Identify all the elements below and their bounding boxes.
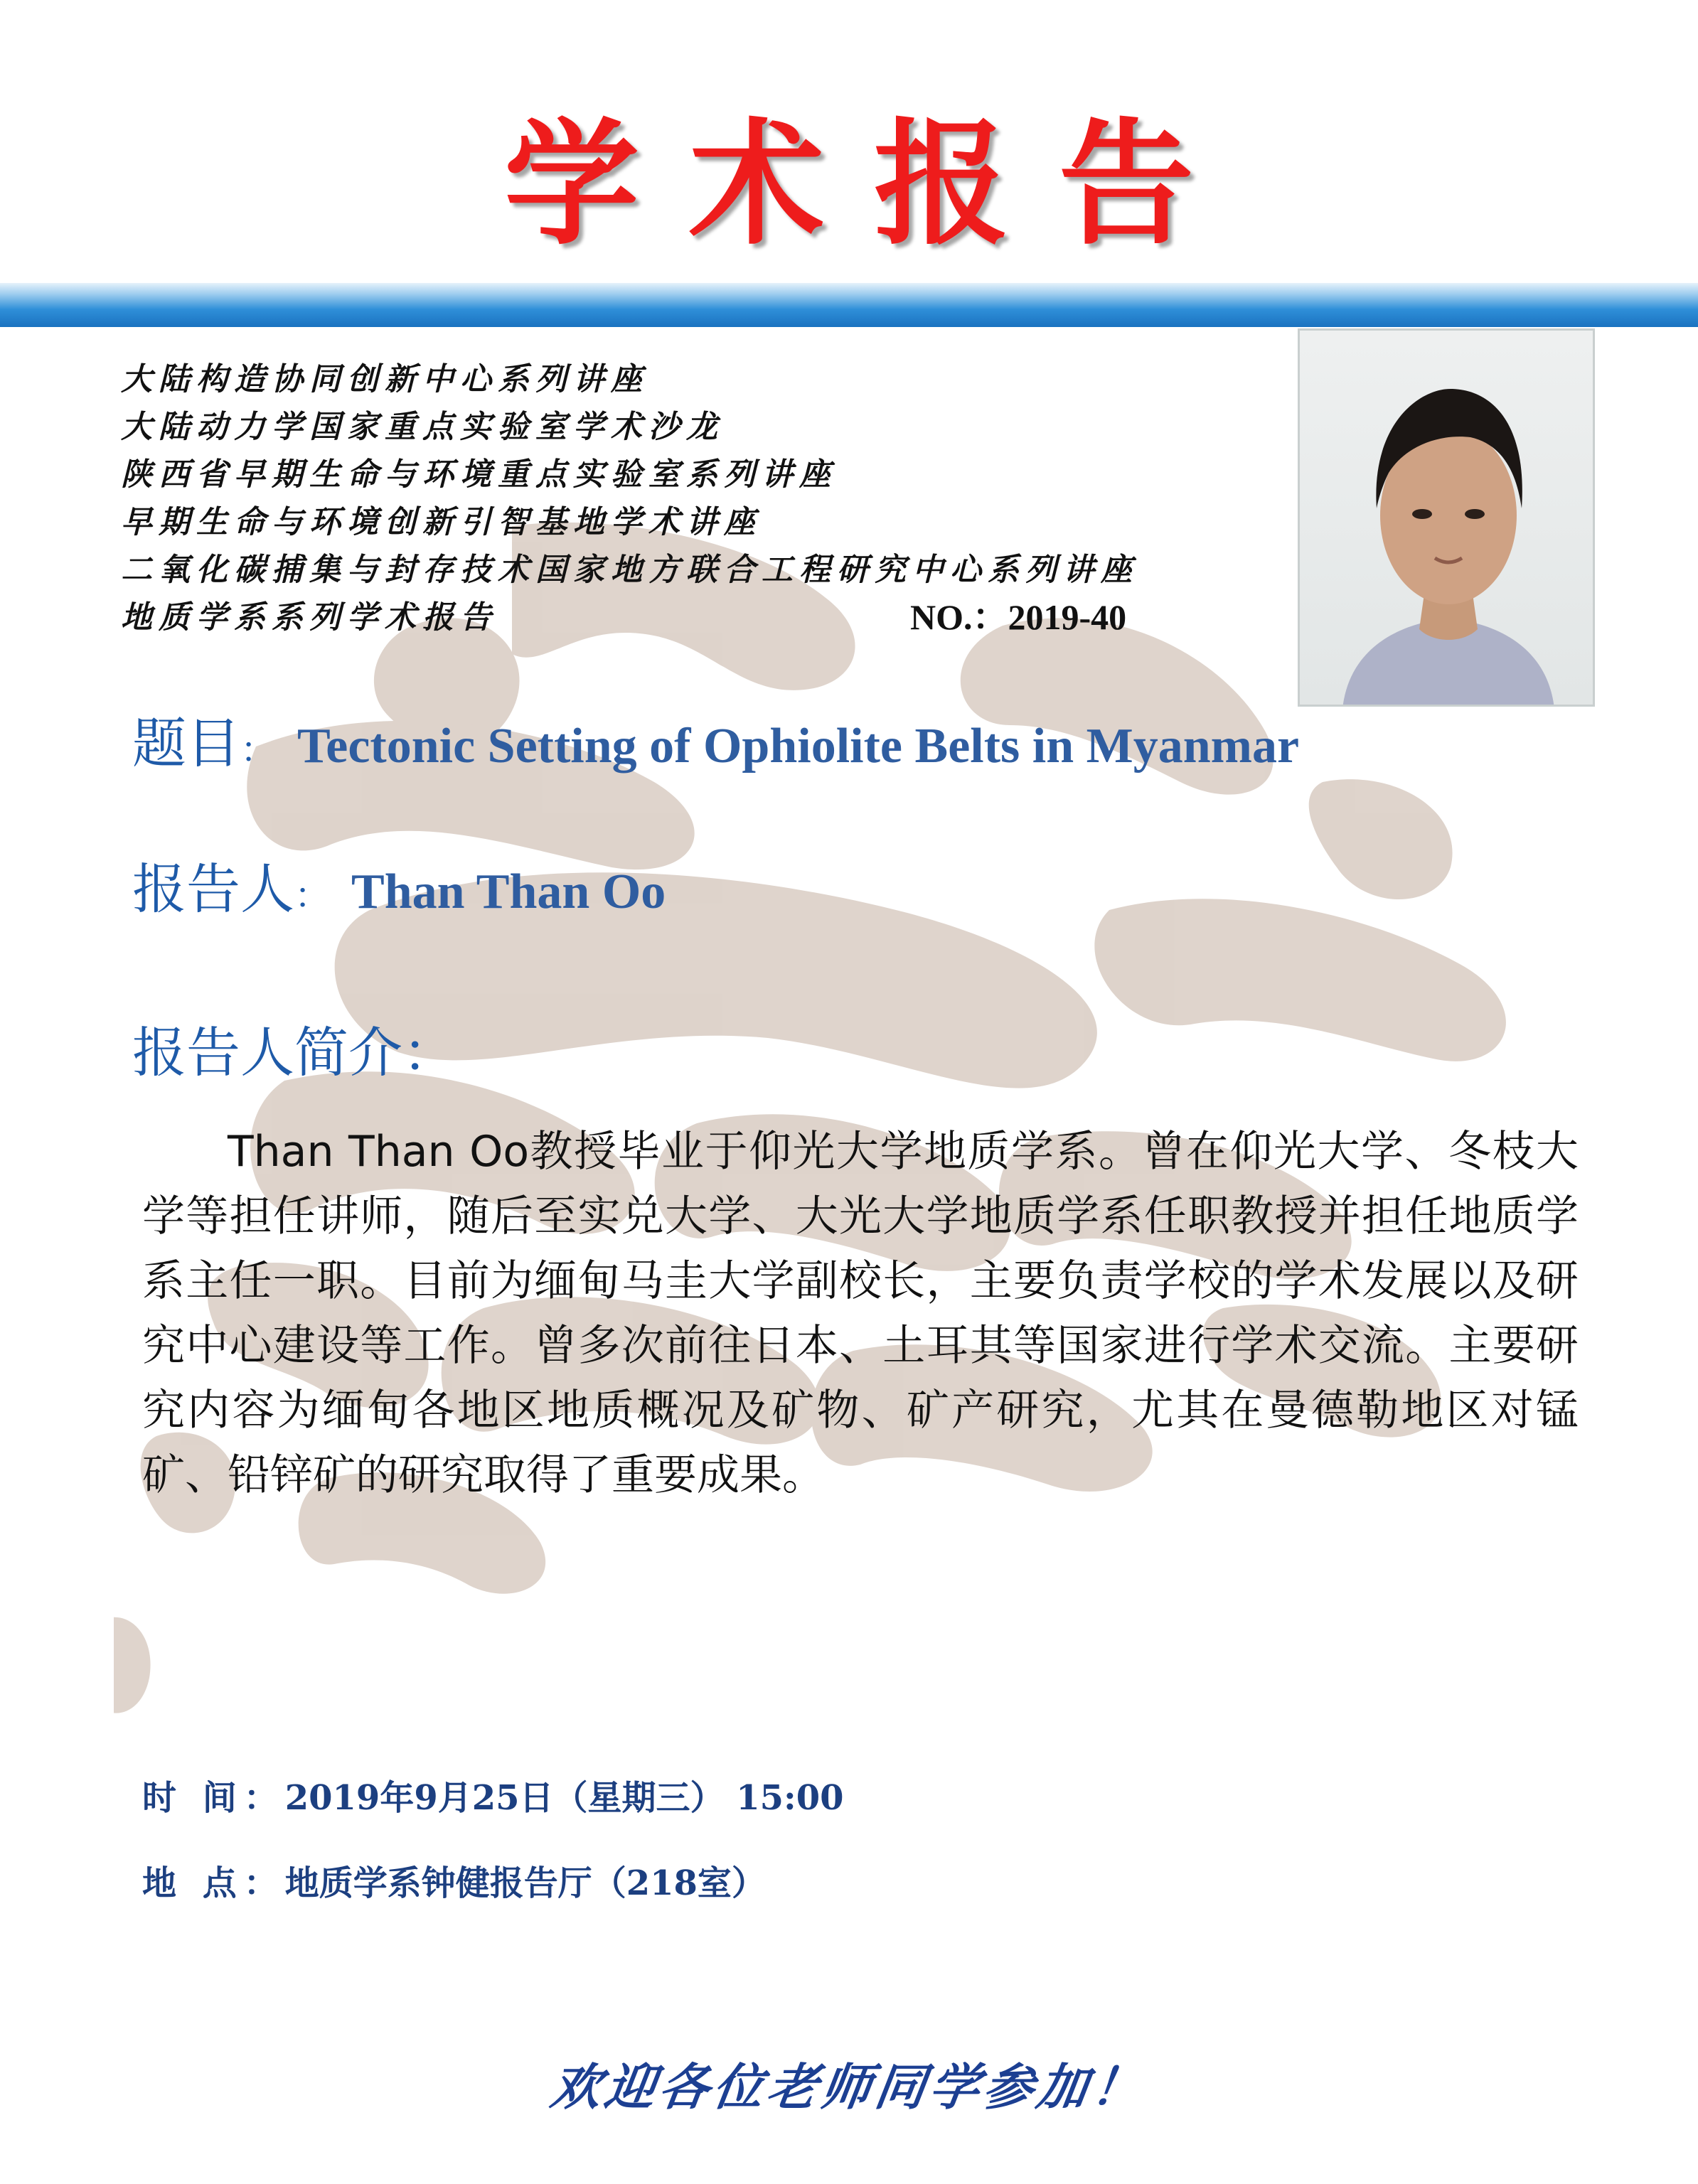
welcome-message: 欢迎各位老师同学参加！ (547, 2058, 1150, 2116)
talk-title: Tectonic Setting of Ophiolite Belts in Myanmar (297, 719, 1300, 774)
series-line: 早期生命与环境创新引智基地学术讲座 (121, 504, 762, 540)
talk-title-row (132, 700, 1299, 778)
bio-text: Than Than Oo教授毕业于仰光大学地质学系。曾在仰光大学、冬枝大学等担任讲师，随后至实兑大学、大光大学地质学系任职教授并担任地质学系主任一职。目前为缅甸马圭大学副校长，主要负责学校的学术发展以及研究中心建设等工作。曾多次前往日本、土耳其等国家进行学术交流。主要研究内容为缅甸各地区地质概况及矿物、矿产研究，尤其在曼德勒地区对锰矿、铅锌矿的研究取得了重要成果。 (142, 1127, 1579, 1500)
time-label: 时 间： (142, 1778, 285, 1818)
place-label: 地 点： (142, 1863, 285, 1903)
speaker-portrait-image (1300, 331, 1595, 707)
header-divider-bar (0, 283, 1698, 327)
series-line: 陕西省早期生命与环境重点实验室系列讲座 (121, 456, 837, 493)
series-line-last (121, 594, 1259, 641)
talk-title-colon: ： (240, 729, 276, 771)
series-line: 大陆构造协同创新中心系列讲座 (121, 361, 648, 397)
time-value: 2019年9月25日（星期三） 15:00 (284, 1778, 844, 1818)
time-row (142, 1770, 844, 1819)
poster-title: 学术报告 (503, 106, 1244, 263)
lecture-series-list (121, 355, 1259, 641)
place-value: 地质学系钟健报告厅（218室） (284, 1863, 766, 1903)
speaker-photo (1298, 328, 1595, 707)
speaker-label: 报告人 (132, 857, 294, 921)
speaker-name: Than Than Oo (351, 864, 666, 919)
place-row (142, 1856, 766, 1905)
talk-title-label: 题目 (132, 712, 240, 775)
speaker-row (132, 846, 666, 924)
speaker-colon: ： (294, 875, 330, 916)
series-line: 地质学系系列学术报告 (121, 599, 498, 636)
bio-heading: 报告人简介： (132, 1021, 456, 1084)
series-line: 二氧化碳捕集与封存技术国家地方联合工程研究中心系列讲座 (121, 552, 1138, 588)
report-number: NO.：2019-40 (910, 597, 1127, 637)
series-line: 大陆动力学国家重点实验室学术沙龙 (121, 409, 724, 445)
